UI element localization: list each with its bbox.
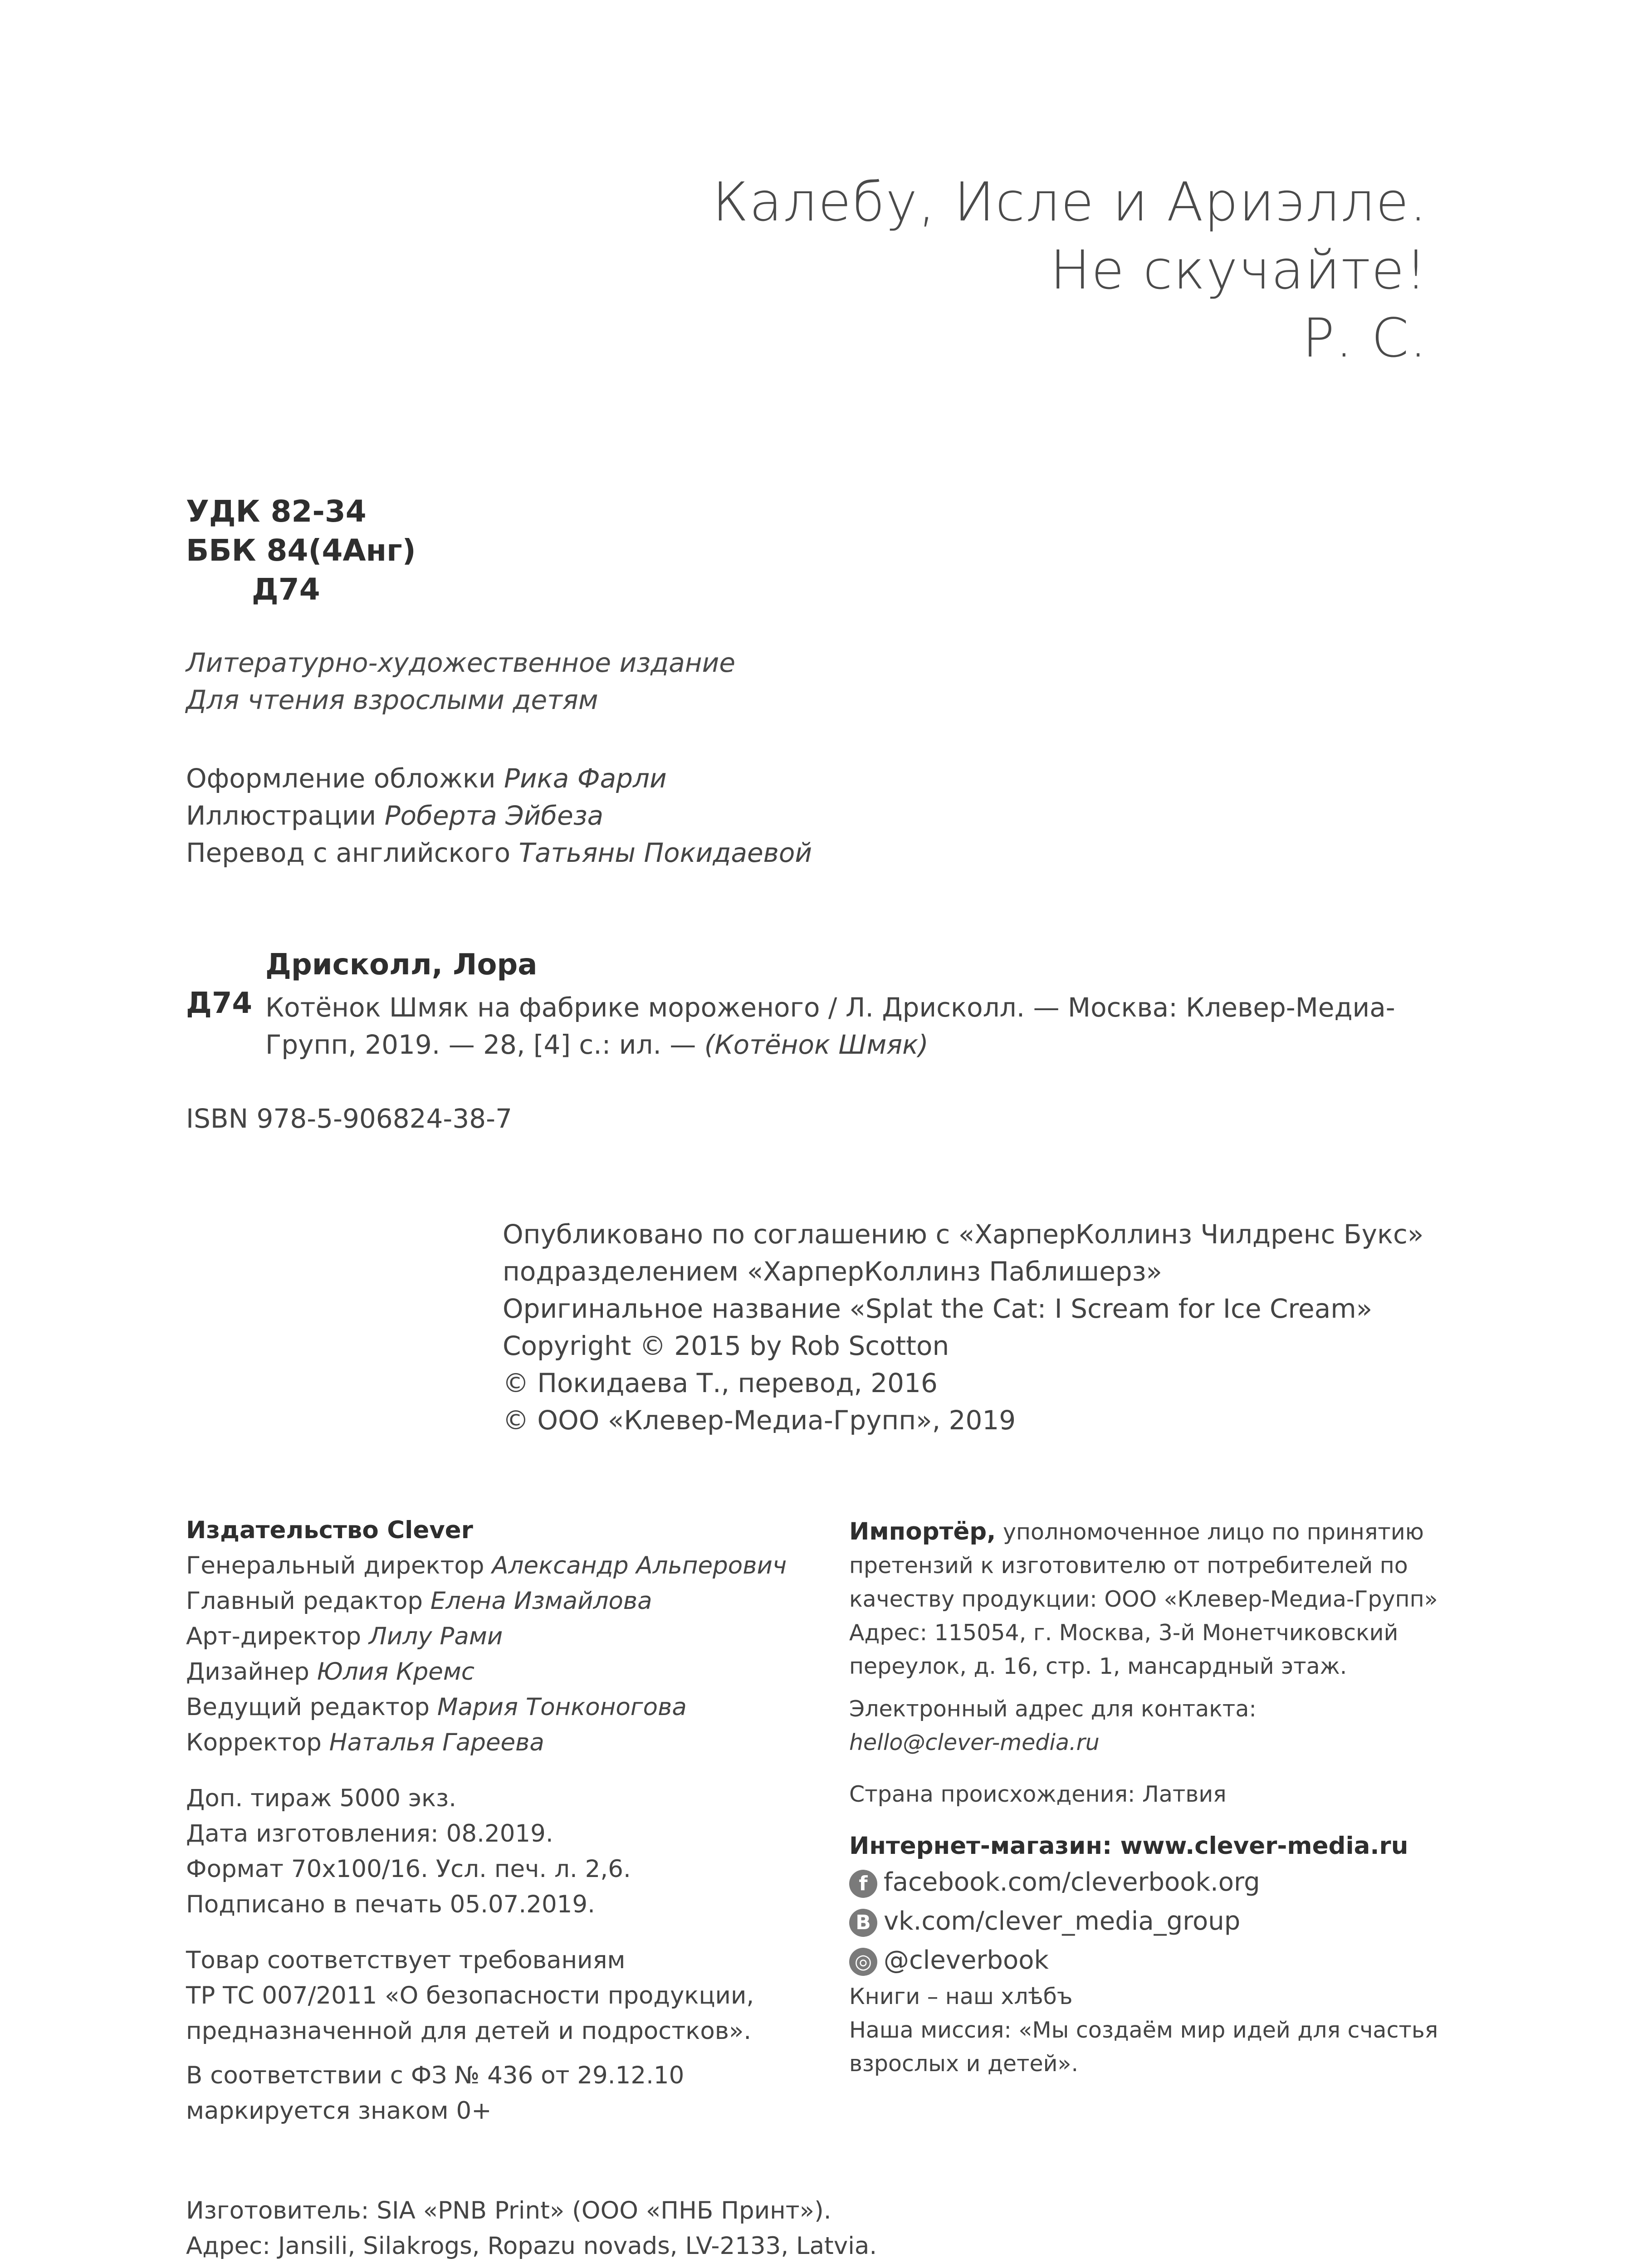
print-info: Дата изготовления: 08.2019. [186, 1820, 553, 1848]
social-link-vk[interactable]: B vk.com/clever_media_group [849, 1902, 1438, 1941]
credit-illustrations: Иллюстрации Роберта Эйбеза [186, 800, 604, 831]
staff-row: Дизайнер Юлия Кремс [186, 1658, 474, 1686]
genre-block [186, 644, 735, 719]
social-link-instagram[interactable]: ◎ @cleverbook [849, 1941, 1438, 1980]
author-mark: Д74 [252, 572, 320, 607]
publication-line: Copyright © 2015 by Rob Scotton [503, 1330, 949, 1361]
catalog-line-2: Групп, 2019. — 28, [4] с.: ил. — (Котёнок Шмяк) [265, 1029, 929, 1060]
age-mark-line: В соответствии с ФЗ № 436 от 29.12.10 [186, 2062, 685, 2089]
vk-icon: B [849, 1909, 877, 1937]
manufacturer-line: Изготовитель: SIA «PNB Print» (ООО «ПНБ Принт»). [186, 2197, 831, 2224]
publication-line: © Покидаева Т., перевод, 2016 [503, 1368, 938, 1398]
print-info: Подписано в печать 05.07.2019. [186, 1891, 595, 1918]
publication-line: подразделением «ХарперКоллинз Паблишерз» [503, 1256, 1163, 1287]
isbn: ISBN 978-5-906824-38-7 [186, 1103, 512, 1134]
importer-line: переулок, д. 16, стр. 1, мансардный этаж. [849, 1653, 1347, 1679]
publication-line: Опубликовано по соглашению с «ХарперКоллинз Чилдренс Букс» [503, 1219, 1424, 1250]
email-label: Электронный адрес для контакта: [849, 1696, 1257, 1722]
dedication-line-1: Калебу, Исле и Ариэлле. [712, 171, 1428, 233]
credit-cover: Оформление обложки Рика Фарли [186, 763, 667, 794]
udk-code: УДК 82-34 [186, 494, 367, 529]
catalog-author: Дрисколл, Лора [265, 948, 538, 982]
email-link[interactable]: hello@clever-media.ru [849, 1730, 1100, 1755]
staff-row: Арт-директор Лилу Рами [186, 1623, 503, 1650]
country-of-origin: Страна происхождения: Латвия [849, 1781, 1227, 1807]
publisher-title: Издательство Clever [186, 1516, 473, 1544]
staff-row: Главный редактор Елена Измайлова [186, 1587, 652, 1615]
mission-line: взрослых и детей». [849, 2051, 1079, 2077]
genre-line-2: Для чтения взрослыми детям [186, 684, 598, 715]
social-link-facebook[interactable]: f facebook.com/cleverbook.org [849, 1863, 1438, 1902]
instagram-icon: ◎ [849, 1948, 877, 1976]
print-info: Формат 70x100/16. Усл. печ. л. 2,6. [186, 1855, 631, 1883]
catalog-line-1: Котёнок Шмяк на фабрике мороженого / Л. Дрисколл. — Москва: Клевер-Медиа- [265, 992, 1395, 1023]
online-shop[interactable]: Интернет-магазин: www.clever-media.ru [849, 1832, 1408, 1860]
importer-line: Адрес: 115054, г. Москва, 3-й Монетчиковский [849, 1620, 1399, 1646]
catalog-code: Д74 [186, 987, 253, 1020]
importer-title: Импортёр, [849, 1518, 996, 1545]
importer-line: претензий к изготовителю от потребителей по [849, 1553, 1408, 1579]
manufacturer-line: Адрес: Jansili, Silakrogs, Ropazu novads, LV-2133, Latvia. [186, 2232, 877, 2260]
print-info: Доп. тираж 5000 экз. [186, 1784, 457, 1812]
age-mark-line: маркируется знаком 0+ [186, 2097, 492, 2125]
publisher-column [186, 1513, 787, 2129]
publication-line: Оригинальное название «Splat the Cat: I Scream for Ice Cream» [503, 1293, 1373, 1324]
bbk-code: ББК 84(4Анг) [186, 533, 416, 568]
dedication-line-3: Р. С. [1302, 307, 1428, 369]
facebook-icon: f [849, 1870, 877, 1898]
slogan: Книги – наш хлѣбъ [849, 1984, 1073, 2009]
genre-line-1: Литературно-художественное издание [186, 647, 736, 678]
manufacturer-line [186, 2264, 1159, 2268]
publication-rights [503, 1216, 1423, 1439]
staff-row: Корректор Наталья Гареева [186, 1729, 544, 1756]
compliance-line: Товар соответствует требованиям [186, 1946, 626, 1974]
mission-line: Наша миссия: «Мы создаём мир идей для счастья [849, 2017, 1438, 2043]
compliance-line: предназначенной для детей и подростков». [186, 2017, 752, 2045]
compliance-line: ТР ТС 007/2011 «О безопасности продукции, [186, 1982, 754, 2009]
dedication-line-2: Не скучайте! [1050, 239, 1428, 301]
importer-line: качеству продукции: ООО «Клевер-Медиа-Групп» [849, 1586, 1438, 1612]
classification [186, 492, 416, 609]
publication-line: © ООО «Клевер-Медиа-Групп», 2019 [503, 1405, 1016, 1436]
credit-translation: Перевод с английского Татьяны Покидаевой [186, 837, 812, 868]
manufacturer-block [186, 2193, 1159, 2268]
staff-row: Генеральный директор Александр Альперович [186, 1552, 787, 1579]
credits-block [186, 760, 812, 871]
importer-column: Импортёр, уполномоченное лицо по принятию претензий к изготовителю от потребителей по качеству продукции: ООО «Клевер-Медиа-Групп» Адрес: 115054, г. Москва, 3-й Монетчиковский переулок, д. 16, стр. 1, мансардный этаж. Электронный адрес для контакта: hello@clever-media.ru Страна происхождения: Латвия Интернет-магазин: www.clever-media.ru f facebook.com/cleverbook.org B vk.com/clever_media_group ◎ @cleverbook Книги – наш хлѣбъ Наша миссия: «Мы создаём мир идей для счастья взрослых и детей». [849, 1515, 1438, 2081]
staff-row: Ведущий редактор Мария Тонконогова [186, 1693, 687, 1721]
